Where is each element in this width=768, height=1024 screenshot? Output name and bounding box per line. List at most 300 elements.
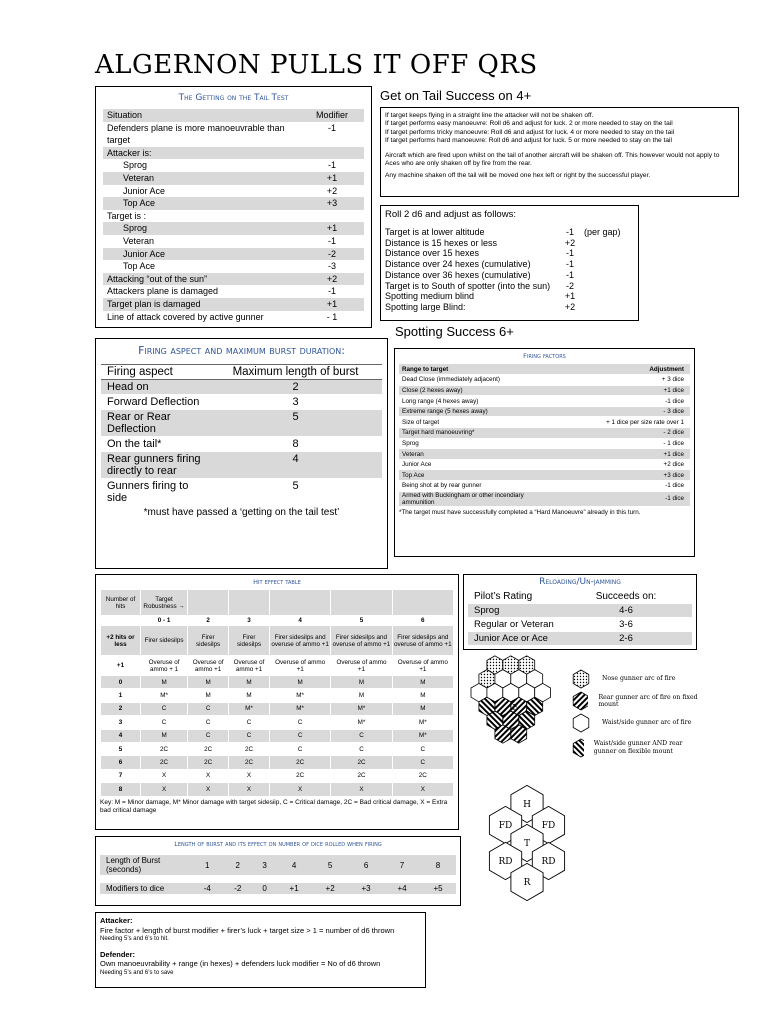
reloading-header-succeeds: Succeeds on: bbox=[560, 590, 692, 604]
burst-dice-panel bbox=[95, 836, 461, 906]
hit-effect-head-hits: Number of hits bbox=[101, 590, 141, 616]
defender-label: Defender: bbox=[100, 949, 136, 959]
burst-length-cell: 5 bbox=[312, 855, 348, 875]
tail-test-row bbox=[103, 311, 364, 324]
tail-test-row bbox=[103, 235, 364, 248]
plain-swatch-icon bbox=[570, 713, 592, 733]
hit-effect-cell: X bbox=[141, 783, 188, 796]
hit-effect-cell: M bbox=[188, 676, 229, 689]
firing-aspect-burst: 2 bbox=[209, 380, 382, 395]
spotting-row bbox=[385, 259, 634, 270]
hit-effect-robustness-row bbox=[101, 616, 454, 626]
hit-effect-cell: 2C bbox=[392, 769, 453, 782]
tail-test-situation: Target plan is damaged bbox=[103, 298, 300, 311]
tail-test-modifier: -1 bbox=[327, 160, 336, 171]
spotting-row bbox=[385, 270, 634, 281]
tail-test-modifier: +1 bbox=[300, 172, 364, 185]
spotting-row bbox=[385, 248, 634, 259]
hit-effect-cell: C bbox=[270, 716, 331, 729]
tail-test-modifier: - 1 bbox=[326, 311, 338, 322]
reloading-title: Reloading/Un-jamming bbox=[539, 577, 621, 587]
tail-test-situation: Line of attack covered by active gunner bbox=[107, 311, 264, 322]
hit-effect-cell: Firer sidesilps bbox=[229, 626, 270, 656]
hit-effect-cell: 2C bbox=[270, 769, 331, 782]
tail-test-situation: target bbox=[107, 135, 131, 146]
firing-factor-label: Sprog bbox=[399, 438, 532, 449]
spotting-condition: Distance over 15 hexes bbox=[385, 248, 480, 259]
firing-factor-row bbox=[399, 396, 690, 407]
firing-factor-row bbox=[399, 417, 690, 428]
firing-factor-row bbox=[399, 449, 690, 460]
burst-length-cell: 6 bbox=[348, 855, 384, 875]
spotting-row bbox=[385, 291, 634, 302]
robustness-cell: 5 bbox=[331, 616, 392, 626]
legend-item bbox=[570, 690, 700, 712]
burst-mod-cell: +1 bbox=[276, 883, 312, 894]
firing-factor-label: Junior Ace bbox=[399, 459, 532, 470]
spotting-panel bbox=[380, 205, 639, 321]
spotting-condition: Target is at lower altitude bbox=[385, 227, 485, 237]
gunner-legend bbox=[570, 668, 700, 761]
reloading-row bbox=[468, 618, 692, 632]
firing-aspect-row bbox=[101, 479, 382, 506]
burst-length-row bbox=[100, 855, 456, 875]
hit-effect-row bbox=[101, 702, 454, 715]
spotting-note: (per gap) bbox=[584, 227, 621, 237]
firing-factors-footnote: *The target must have successfully completed a “Hard Manoeuvre” already in this turn. bbox=[399, 508, 641, 516]
hit-effect-cell: X bbox=[392, 783, 453, 796]
hit-effect-cell: 2C bbox=[270, 756, 331, 769]
hit-effect-head-robustness: Target Robustness → bbox=[141, 590, 188, 616]
firing-factor-adjustment: +3 dice bbox=[532, 470, 690, 481]
hit-effect-row bbox=[101, 769, 454, 782]
defender-formula: Own manoeuvrability + range (in hexes) + defenders luck modifier = No of d6 thrown bbox=[100, 959, 381, 968]
tail-test-situation: Sprog bbox=[123, 160, 148, 171]
legend-text: Waist/side gunner arc of fire bbox=[602, 719, 692, 727]
gunner-centre-label: F bbox=[512, 703, 518, 712]
hit-count-cell: 7 bbox=[101, 769, 141, 782]
hit-effect-cell: C bbox=[270, 729, 331, 742]
reloading-panel bbox=[463, 574, 697, 650]
tail-test-modifier: -3 bbox=[327, 261, 336, 272]
firing-factor-adjustment: +1 dice bbox=[532, 449, 690, 460]
burst-length-cell: 1 bbox=[192, 855, 222, 875]
spotting-success: Spotting Success 6+ bbox=[395, 324, 514, 339]
burst-dice-title: Length of burst and its effect on number of dice rolled when firing bbox=[174, 840, 382, 848]
hit-effect-title: Hit effect table bbox=[253, 578, 301, 586]
hit-effect-cell: C bbox=[229, 716, 270, 729]
tail-test-situation: Veteran bbox=[123, 235, 155, 246]
tail-test-title: The Getting on the Tail Test bbox=[178, 93, 289, 103]
tail-test-situation: Attackers plane is damaged bbox=[107, 286, 219, 297]
hit-effect-cell: X bbox=[229, 783, 270, 796]
page-title: ALGERNON PULLS IT OFF QRS bbox=[95, 50, 538, 80]
firing-aspect-label: Head on bbox=[101, 380, 209, 395]
spotting-note bbox=[584, 238, 634, 249]
firing-factor-adjustment: -1 dice bbox=[532, 481, 690, 492]
firing-factor-label: Close (2 hexes away) bbox=[399, 385, 532, 396]
attacker-label: Attacker: bbox=[100, 916, 133, 925]
hit-effect-cell: C bbox=[141, 702, 188, 715]
tail-test-table bbox=[103, 109, 364, 323]
firing-factors-panel bbox=[394, 348, 695, 557]
spotting-note bbox=[584, 270, 634, 281]
hit-count-cell: 5 bbox=[101, 742, 141, 755]
hit-effect-cell: Firer sidesilps bbox=[141, 626, 188, 656]
hit-effect-cell: Firer sidesilps and overuse of ammo +1 bbox=[331, 626, 392, 656]
firing-factor-adjustment: - 1 dice bbox=[532, 438, 690, 449]
tail-test-modifier: -1 bbox=[327, 286, 336, 297]
robustness-cell: 2 bbox=[188, 616, 229, 626]
firing-aspect-burst: 4 bbox=[209, 452, 382, 479]
firing-aspect-row bbox=[101, 410, 382, 437]
aspect-hex-label: H bbox=[523, 800, 531, 810]
aspect-hex-label: RD bbox=[498, 857, 513, 867]
firing-factors-table bbox=[399, 364, 690, 507]
robustness-cell: 4 bbox=[270, 616, 331, 626]
hit-effect-cell: Overuse of ammo +1 bbox=[392, 656, 453, 676]
firing-factors-header-range: Range to target bbox=[399, 364, 532, 375]
reloading-succeeds: 3-6 bbox=[560, 618, 692, 632]
spotting-row bbox=[385, 238, 634, 249]
burst-dice-table bbox=[100, 855, 456, 894]
firing-aspect-footnote: *must have passed a ‘getting on the tail test’ bbox=[143, 507, 340, 518]
hit-effect-cell: X bbox=[270, 783, 331, 796]
tail-test-situation: Attacker is: bbox=[103, 147, 300, 160]
spotting-modifier: +2 bbox=[564, 301, 576, 312]
hit-effect-cell: M bbox=[392, 689, 453, 702]
hit-effect-cell: M* bbox=[229, 702, 270, 715]
hit-effect-cell: 2C bbox=[141, 756, 188, 769]
tail-test-row bbox=[103, 122, 364, 135]
aspect-hex-label: RD bbox=[541, 857, 556, 867]
tail-test-situation: Top Ace bbox=[123, 261, 156, 272]
legend-text: Waist/side gunner AND rear gunner on flexible mount bbox=[593, 740, 683, 755]
hit-effect-cell: C bbox=[141, 716, 188, 729]
hit-effect-cell: C bbox=[188, 702, 229, 715]
spotting-condition: Distance over 24 hexes (cumulative) bbox=[385, 259, 531, 270]
tail-test-modifier: -1 bbox=[327, 235, 336, 246]
hit-effect-cell: C bbox=[188, 729, 229, 742]
hit-effect-cell: M bbox=[270, 676, 331, 689]
hit-effect-cell: X bbox=[229, 769, 270, 782]
tail-test-modifier bbox=[300, 134, 364, 147]
tail-test-row bbox=[103, 298, 364, 311]
hit-effect-row bbox=[101, 656, 454, 676]
burst-mod-cell: +4 bbox=[384, 883, 420, 894]
tail-test-header bbox=[103, 109, 364, 122]
firing-factor-label: Extreme range (5 hexes away) bbox=[399, 406, 532, 417]
firing-factor-adjustment: + 3 dice bbox=[532, 375, 690, 386]
tail-test-modifier: -2 bbox=[300, 248, 364, 261]
burst-mod-row bbox=[100, 883, 456, 894]
tail-test-situation: Veteran bbox=[103, 172, 300, 185]
hit-effect-cell: Overuse of ammo +1 bbox=[270, 656, 331, 676]
firing-factor-row bbox=[399, 375, 690, 386]
hit-effect-cell: 2C bbox=[229, 756, 270, 769]
hit-count-cell: +1 bbox=[101, 656, 141, 676]
hit-effect-row bbox=[101, 742, 454, 755]
spotting-row bbox=[385, 302, 634, 313]
spotting-condition: Distance is 15 hexes or less bbox=[385, 237, 498, 248]
hit-effect-cell: M bbox=[229, 676, 270, 689]
tail-test-row bbox=[103, 285, 364, 298]
reloading-rating: Regular or Veteran bbox=[468, 618, 560, 632]
hit-effect-cell: X bbox=[188, 783, 229, 796]
legend-text: Rear gunner arc of fire on fixed mount bbox=[598, 693, 698, 708]
legend-text: Nose gunner arc of fire bbox=[602, 675, 676, 683]
hit-count-cell: 4 bbox=[101, 729, 141, 742]
firing-factor-label: Long range (4 hexes away) bbox=[399, 396, 532, 407]
rule-line: If target performs tricky manoeuvre: Roll d6 and adjust for luck. 4 or more needed to stay on the tail bbox=[385, 128, 675, 136]
tail-test-row bbox=[103, 273, 364, 286]
reloading-succeeds: 2-6 bbox=[560, 632, 692, 646]
spotting-condition: Distance over 36 hexes (cumulative) bbox=[385, 269, 531, 280]
legend-item bbox=[570, 668, 700, 690]
spotting-row bbox=[385, 281, 634, 292]
aspect-hex-label: FD bbox=[541, 821, 556, 831]
hit-effect-cell: C bbox=[188, 716, 229, 729]
tail-test-header-situation: Situation bbox=[103, 109, 300, 122]
tail-success-heading: Get on Tail Success on 4+ bbox=[380, 88, 532, 103]
firing-factor-label: Top Ace bbox=[399, 470, 532, 481]
tail-test-situation: Junior Ace bbox=[103, 248, 300, 261]
firing-aspect-title: Firing aspect and maximum burst duration: bbox=[138, 344, 345, 357]
tail-test-situation: Sprog bbox=[103, 222, 300, 235]
hit-effect-row bbox=[101, 689, 454, 702]
robustness-cell: 0 - 1 bbox=[141, 616, 188, 626]
tail-test-modifier: +1 bbox=[300, 298, 364, 311]
tail-test-row bbox=[103, 172, 364, 185]
spotting-note bbox=[584, 248, 634, 259]
hit-effect-cell: M bbox=[229, 689, 270, 702]
hit-count-cell: 6 bbox=[101, 756, 141, 769]
tail-test-modifier: -1 bbox=[327, 122, 336, 133]
spotting-modifier: +1 bbox=[564, 291, 576, 302]
firing-factor-row bbox=[399, 459, 690, 470]
firing-factor-adjustment: - 3 dice bbox=[532, 406, 690, 417]
firing-aspect-header-aspect: Firing aspect bbox=[101, 365, 209, 380]
hit-effect-cell: M bbox=[141, 676, 188, 689]
firing-aspect-burst: 5 bbox=[209, 410, 382, 437]
spotting-note bbox=[584, 259, 634, 270]
firing-factor-label: Being shot at by rear gunner bbox=[399, 481, 532, 492]
firing-factor-row bbox=[399, 385, 690, 396]
reloading-table bbox=[468, 590, 692, 646]
hit-count-cell: 0 bbox=[101, 676, 141, 689]
hit-effect-cell: M bbox=[188, 689, 229, 702]
dots-swatch-icon bbox=[570, 669, 592, 689]
hit-effect-key: Key: M = Minor damage, M* Minor damage with target sidesiip, C = Critical damage, 2C = Bad critical damage, X = Extra bad critical damage bbox=[100, 798, 448, 814]
hit-effect-head-row bbox=[101, 590, 454, 616]
firing-factor-label: Size of target bbox=[399, 417, 532, 428]
hit-effect-row bbox=[101, 756, 454, 769]
legend-item bbox=[570, 712, 700, 734]
hit-count-cell: 2 bbox=[101, 702, 141, 715]
spotting-note bbox=[584, 291, 634, 302]
aspect-hex-label: T bbox=[523, 839, 531, 849]
spotting-row bbox=[385, 227, 634, 238]
hit-effect-cell: Firer sidesilps and overuse of ammo +1 bbox=[270, 626, 331, 656]
tail-test-situation: Top Ace bbox=[103, 197, 300, 210]
firing-aspect-table bbox=[101, 364, 382, 506]
burst-length-cell: 3 bbox=[253, 855, 276, 875]
firing-factor-label: Target hard manoeuvring* bbox=[399, 428, 532, 439]
tail-test-row bbox=[103, 197, 364, 210]
hit-count-cell: 3 bbox=[101, 716, 141, 729]
firing-factor-row bbox=[399, 491, 690, 506]
tail-test-row bbox=[103, 210, 364, 223]
hit-effect-cell: M bbox=[141, 729, 188, 742]
spotting-note bbox=[584, 281, 634, 292]
firing-aspect-row bbox=[101, 395, 382, 410]
spotting-intro: Roll 2 d6 and adjust as follows: bbox=[385, 209, 516, 220]
hit-effect-cell: M* bbox=[141, 689, 188, 702]
reloading-header-rating: Pilot’s Rating bbox=[468, 590, 560, 604]
hit-effect-cell: C bbox=[392, 756, 453, 769]
hit-effect-cell: M bbox=[392, 676, 453, 689]
hit-effect-cell: 2C bbox=[229, 742, 270, 755]
hit-effect-cell: M bbox=[331, 676, 392, 689]
reloading-row bbox=[468, 632, 692, 646]
burst-mod-label: Modifiers to dice bbox=[100, 883, 192, 894]
tail-test-row bbox=[103, 248, 364, 261]
hit-effect-cell: Overuse of ammo +1 bbox=[188, 656, 229, 676]
reloading-header bbox=[468, 590, 692, 604]
hit-effect-cell: C bbox=[331, 729, 392, 742]
reloading-row bbox=[468, 604, 692, 618]
spotting-modifier: -1 bbox=[565, 227, 574, 237]
burst-mod-cell: -4 bbox=[192, 883, 222, 894]
hit-count-cell: 1 bbox=[101, 689, 141, 702]
burst-length-cell: 8 bbox=[420, 855, 456, 875]
hit-effect-cell: X bbox=[141, 769, 188, 782]
firing-aspect-burst: 3 bbox=[209, 395, 382, 410]
hit-effect-panel bbox=[95, 574, 459, 830]
firing-factor-adjustment: + 1 dice per size rate over 1 bbox=[532, 417, 690, 428]
tail-test-row bbox=[103, 147, 364, 160]
firing-factor-adjustment: - 2 dice bbox=[532, 428, 690, 439]
rule-para: Any machine shaken off the tail will be moved one hex left or right by the successful player. bbox=[385, 172, 651, 180]
hit-effect-row bbox=[101, 729, 454, 742]
tail-test-modifier: +1 bbox=[300, 222, 364, 235]
firing-factor-adjustment: -1 dice bbox=[532, 491, 690, 506]
hit-count-cell: +2 hits or less bbox=[101, 626, 141, 656]
hit-effect-cell: Firer sidesilps bbox=[188, 626, 229, 656]
tail-test-modifier bbox=[300, 147, 364, 160]
tail-test-modifier: +3 bbox=[300, 197, 364, 210]
tail-test-modifier: +2 bbox=[326, 185, 338, 196]
hit-effect-cell: Overuse of ammo + 1 bbox=[141, 656, 188, 676]
hit-effect-row bbox=[101, 716, 454, 729]
firing-aspect-header bbox=[101, 365, 382, 380]
hit-effect-cell: Overuse of ammo +1 bbox=[229, 656, 270, 676]
hit-effect-cell: M* bbox=[270, 702, 331, 715]
hit-count-cell: 8 bbox=[101, 783, 141, 796]
aspect-hex-diagram bbox=[470, 783, 585, 903]
firing-aspect-label: Rear or Rear Deflection bbox=[101, 410, 209, 437]
firing-factor-adjustment: -1 dice bbox=[532, 396, 690, 407]
burst-mod-cell: +2 bbox=[312, 883, 348, 894]
rule-line: If target performs hard manoeuvre: Roll d6 and adjust for luck. 5 or more needed to stay on the tail bbox=[385, 137, 672, 145]
firing-aspect-row bbox=[101, 380, 382, 395]
burst-mod-cell: +3 bbox=[348, 883, 384, 894]
hit-effect-cell: 2C bbox=[188, 756, 229, 769]
hit-effect-cell: C bbox=[331, 742, 392, 755]
robustness-cell: 6 bbox=[392, 616, 453, 626]
hit-effect-cell: M* bbox=[270, 689, 331, 702]
rule-para: Aircraft which are fired upon whilst on the tail of another aircraft will be shaken off. This however would not apply to Aces who are only shaken off by fire from the rear. bbox=[385, 151, 720, 168]
firing-factors-header-adjust: Adjustment bbox=[532, 364, 690, 375]
burst-length-cell: 4 bbox=[276, 855, 312, 875]
hit-effect-cell: 2C bbox=[188, 742, 229, 755]
attacker-formula: Fire factor + length of burst modifier + firer’s luck + target size > 1 = number of d6 thrown bbox=[100, 925, 395, 935]
rule-line: If target keeps flying in a straight line the attacker will not be shaken off. bbox=[385, 112, 594, 119]
hit-effect-table bbox=[100, 589, 454, 797]
hit-effect-cell: C bbox=[392, 742, 453, 755]
aspect-hex-label: R bbox=[523, 878, 531, 888]
firing-factors-title: Firing factors bbox=[523, 352, 566, 360]
hit-effect-cell: Overuse of ammo +1 bbox=[331, 656, 392, 676]
aspect-hex-label: FD bbox=[498, 821, 513, 831]
firing-factor-row bbox=[399, 428, 690, 439]
hit-effect-cell: M* bbox=[392, 729, 453, 742]
spotting-modifier: +2 bbox=[564, 237, 576, 248]
tail-test-row bbox=[103, 134, 364, 147]
legend-item bbox=[570, 734, 700, 761]
hit-effect-cell: 2C bbox=[331, 756, 392, 769]
firing-factor-row bbox=[399, 406, 690, 417]
hit-effect-cell: M bbox=[392, 702, 453, 715]
hit-effect-cell: M* bbox=[331, 702, 392, 715]
hit-effect-cell: 2C bbox=[141, 742, 188, 755]
tail-test-situation: Target is : bbox=[107, 210, 147, 221]
firing-aspect-label: Forward Deflection bbox=[101, 395, 209, 410]
tail-test-modifier bbox=[300, 210, 364, 223]
burst-length-label: Length of Burst (seconds) bbox=[100, 855, 192, 875]
burst-mod-cell: 0 bbox=[253, 883, 276, 894]
hit-effect-cell: M* bbox=[331, 716, 392, 729]
rule-line: If target performs easy manoeuvre: Roll d6 and adjust for luck. 2 or more needed to stay on the tail bbox=[385, 120, 673, 128]
hit-effect-cell: X bbox=[188, 769, 229, 782]
firing-factor-label: Dead Close (immediately adjacent) bbox=[399, 375, 532, 386]
firing-factor-label: Armed with Buckingham or other incendiary ammunition bbox=[399, 491, 532, 506]
firing-aspect-panel bbox=[95, 338, 388, 569]
tail-test-situation: Defenders plane is more manoeuvrable than bbox=[107, 122, 285, 133]
spotting-condition: Spotting large Blind: bbox=[385, 301, 466, 312]
tail-test-row bbox=[103, 159, 364, 172]
attacker-note: Needing 5’s and 6’s to hit. bbox=[100, 936, 169, 942]
tail-test-row bbox=[103, 222, 364, 235]
hit-effect-cell: 2C bbox=[331, 769, 392, 782]
hit-effect-row bbox=[101, 626, 454, 656]
spotting-modifier: -2 bbox=[565, 280, 574, 291]
tail-test-header-modifier: Modifier bbox=[300, 109, 364, 122]
spotting-modifier: -1 bbox=[565, 248, 574, 259]
formula-panel bbox=[95, 912, 426, 988]
burst-mod-cell: +5 bbox=[420, 883, 456, 894]
firing-aspect-header-burst: Maximum length of burst bbox=[209, 365, 382, 380]
hit-effect-row bbox=[101, 783, 454, 796]
hit-effect-cell: M bbox=[331, 689, 392, 702]
firing-factor-label: Veteran bbox=[399, 449, 532, 460]
spotting-modifier: -1 bbox=[565, 269, 574, 280]
hit-effect-cell: C bbox=[229, 729, 270, 742]
hit-effect-cell: M* bbox=[392, 716, 453, 729]
tail-test-panel bbox=[95, 86, 372, 328]
tail-test-modifier: +2 bbox=[300, 273, 364, 286]
firing-aspect-burst: 5 bbox=[209, 479, 382, 506]
